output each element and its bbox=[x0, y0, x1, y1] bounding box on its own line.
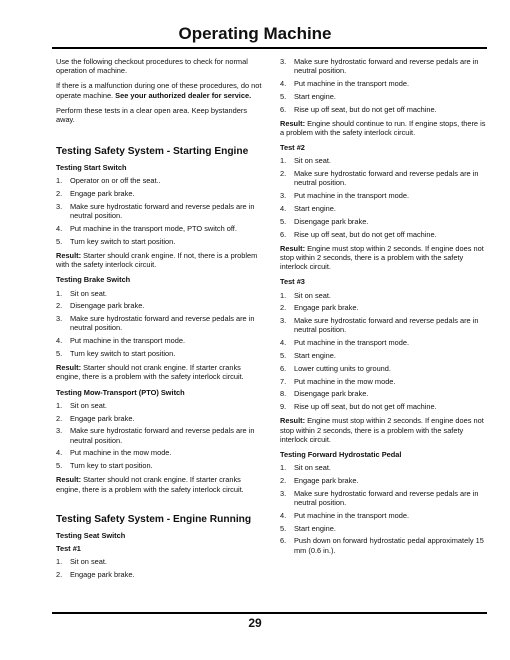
step-number: 2. bbox=[56, 570, 63, 580]
step-number: 5. bbox=[280, 523, 287, 533]
result-label: Result: bbox=[56, 475, 82, 485]
list-item bbox=[280, 204, 490, 213]
step-text: Make sure hydrostatic forward and reverse pedals are in neutral position. bbox=[294, 316, 479, 335]
list-item bbox=[280, 364, 490, 373]
intro-paragraph: Use the following checkout procedures to check for normal operation of machine. bbox=[56, 57, 248, 76]
step-text: Make sure hydrostatic forward and reverse pedals are in neutral position. bbox=[294, 169, 479, 188]
step-number: 5. bbox=[56, 236, 63, 246]
list-item bbox=[280, 92, 490, 101]
step-text: Lower cutting units to ground. bbox=[294, 363, 391, 373]
step-number: 3. bbox=[280, 57, 287, 66]
result-label: Result: bbox=[56, 363, 82, 373]
step-number: 2. bbox=[280, 169, 287, 179]
step-text: Put machine in the transport mode. bbox=[294, 79, 410, 88]
dealer-service-note: See your authorized dealer for service. bbox=[115, 90, 252, 100]
step-number: 5. bbox=[280, 351, 287, 360]
step-number: 4. bbox=[280, 338, 287, 348]
step-text: Put machine in the transport mode. bbox=[294, 338, 410, 348]
list-item bbox=[56, 570, 266, 579]
step-text: Disengage park brake. bbox=[294, 216, 369, 226]
step-text: Make sure hydrostatic forward and reverse pedals are in neutral position. bbox=[70, 314, 255, 333]
step-number: 4. bbox=[56, 448, 63, 458]
result-label: Result: bbox=[280, 243, 306, 253]
list-item bbox=[56, 349, 266, 358]
step-text: Engage park brake. bbox=[70, 413, 135, 423]
step-number: 1. bbox=[280, 463, 287, 473]
step-text: Make sure hydrostatic forward and reverse pedals are in neutral position. bbox=[70, 426, 255, 445]
step-number: 6. bbox=[280, 229, 287, 239]
step-text: Sit on seat. bbox=[70, 400, 107, 410]
list-item bbox=[280, 511, 490, 520]
list-item bbox=[56, 189, 266, 198]
result-pto-switch bbox=[56, 475, 266, 493]
step-number: 4. bbox=[280, 510, 287, 520]
list-test-1 bbox=[56, 557, 266, 579]
list-item bbox=[280, 402, 490, 411]
step-text: Rise up off seat, but do not get off machine. bbox=[294, 104, 437, 114]
step-number: 1. bbox=[280, 290, 287, 300]
page-number: 29 bbox=[248, 616, 262, 630]
malfunction-paragraph bbox=[56, 81, 266, 99]
step-number: 3. bbox=[280, 191, 287, 201]
step-text: Disengage park brake. bbox=[294, 389, 369, 399]
step-number: 9. bbox=[280, 402, 287, 412]
step-number: 5. bbox=[280, 216, 287, 226]
result-label: Result: bbox=[280, 118, 306, 128]
list-item bbox=[280, 389, 490, 398]
left-column bbox=[56, 57, 266, 584]
section-heading-engine-running: Testing Safety System - Engine Running bbox=[56, 513, 252, 525]
footer-rule bbox=[52, 612, 487, 614]
result-brake-switch bbox=[56, 363, 266, 381]
step-number: 2. bbox=[56, 301, 63, 311]
list-item bbox=[280, 303, 490, 312]
subheading-start-switch: Testing Start Switch bbox=[56, 163, 127, 173]
list-item bbox=[280, 489, 490, 507]
header-rule bbox=[52, 47, 487, 49]
list-forward-pedal bbox=[280, 463, 490, 555]
subheading-test-3: Test #3 bbox=[280, 277, 305, 287]
subheading-test-1: Test #1 bbox=[56, 544, 81, 554]
result-text: Starter should not crank engine. If starter cranks engine, there is a problem with the safety interlock circuit. bbox=[56, 363, 244, 382]
step-text: Operator on or off the seat.. bbox=[70, 176, 161, 186]
step-number: 3. bbox=[280, 488, 287, 498]
list-item bbox=[280, 316, 490, 334]
step-number: 3. bbox=[56, 314, 63, 324]
page-title: Operating Machine bbox=[178, 24, 332, 43]
list-item bbox=[56, 202, 266, 220]
right-column bbox=[280, 57, 490, 560]
list-item bbox=[56, 336, 266, 345]
step-text: Sit on seat. bbox=[294, 156, 331, 166]
step-number: 6. bbox=[280, 363, 287, 373]
result-label: Result: bbox=[56, 251, 82, 261]
step-number: 3. bbox=[56, 426, 63, 436]
list-item bbox=[280, 536, 490, 554]
list-item bbox=[56, 289, 266, 298]
step-text: Make sure hydrostatic forward and reverse pedals are in neutral position. bbox=[294, 57, 479, 76]
list-item bbox=[280, 351, 490, 360]
step-text: Start engine. bbox=[294, 91, 336, 101]
step-number: 4. bbox=[280, 79, 287, 88]
list-item bbox=[280, 105, 490, 114]
step-number: 8. bbox=[280, 389, 287, 399]
result-text: Engine should continue to run. If engine stops, there is a problem with the safety interlock circuit. bbox=[280, 118, 486, 137]
list-test-2 bbox=[280, 156, 490, 238]
step-text: Put machine in the mow mode. bbox=[70, 448, 172, 458]
step-number: 2. bbox=[280, 303, 287, 313]
result-text: Starter should not crank engine. If starter cranks engine, there is a problem with the safety interlock circuit. bbox=[56, 475, 244, 494]
step-number: 6. bbox=[280, 104, 287, 114]
step-text: Start engine. bbox=[294, 204, 336, 213]
list-item bbox=[280, 169, 490, 187]
step-number: 5. bbox=[56, 349, 63, 359]
subheading-brake-switch: Testing Brake Switch bbox=[56, 275, 131, 285]
list-brake-switch bbox=[56, 289, 266, 359]
step-number: 1. bbox=[56, 288, 63, 298]
step-number: 7. bbox=[280, 376, 287, 386]
section-heading-starting-engine: Testing Safety System - Starting Engine bbox=[56, 146, 249, 158]
malfunction-text: If there is a malfunction during one of these procedures, do not operate machine. bbox=[56, 81, 262, 100]
step-text: Sit on seat. bbox=[294, 463, 331, 473]
step-text: Engage park brake. bbox=[70, 189, 135, 199]
step-text: Engage park brake. bbox=[70, 570, 135, 580]
list-item bbox=[56, 426, 266, 444]
step-number: 1. bbox=[56, 557, 63, 567]
result-test-1 bbox=[280, 119, 490, 137]
list-item bbox=[56, 314, 266, 332]
result-text: Starter should crank engine. If not, there is a problem with the safety interlock circuit. bbox=[56, 251, 258, 270]
list-item bbox=[56, 301, 266, 310]
list-item bbox=[280, 291, 490, 300]
list-item bbox=[56, 414, 266, 423]
step-number: 1. bbox=[56, 176, 63, 186]
step-text: Turn key switch to start position. bbox=[70, 236, 176, 246]
step-text: Disengage park brake. bbox=[70, 301, 145, 311]
list-test-1-continued bbox=[280, 57, 490, 114]
step-text: Start engine. bbox=[294, 351, 336, 360]
step-number: 3. bbox=[56, 202, 63, 212]
safety-area-paragraph: Perform these tests in a clear open area. Keep bystanders away. bbox=[56, 105, 248, 125]
list-item bbox=[56, 557, 266, 566]
subheading-test-2: Test #2 bbox=[280, 143, 305, 153]
step-text: Put machine in the transport mode. bbox=[70, 336, 186, 346]
result-label: Result: bbox=[280, 416, 306, 426]
subheading-forward-pedal: Testing Forward Hydrostatic Pedal bbox=[280, 450, 402, 459]
list-item bbox=[56, 176, 266, 185]
step-text: Sit on seat. bbox=[70, 288, 107, 298]
list-item bbox=[280, 217, 490, 226]
list-item bbox=[280, 377, 490, 386]
list-item bbox=[280, 476, 490, 485]
step-number: 1. bbox=[56, 400, 63, 410]
step-text: Start engine. bbox=[294, 523, 336, 533]
step-number: 4. bbox=[56, 224, 63, 234]
step-number: 6. bbox=[280, 536, 287, 546]
step-text: Put machine in the transport mode. bbox=[294, 510, 410, 520]
list-pto-switch bbox=[56, 401, 266, 471]
step-text: Engage park brake. bbox=[294, 303, 359, 313]
list-item bbox=[56, 461, 266, 470]
step-text: Engage park brake. bbox=[294, 476, 359, 485]
subheading-seat-switch: Testing Seat Switch bbox=[56, 530, 126, 540]
step-number: 3. bbox=[280, 316, 287, 326]
list-item bbox=[56, 237, 266, 246]
step-text: Make sure hydrostatic forward and reverse pedals are in neutral position. bbox=[70, 202, 255, 221]
step-number: 4. bbox=[280, 204, 287, 213]
list-start-switch bbox=[56, 176, 266, 246]
step-text: Rise up off seat, but do not get off machine. bbox=[294, 402, 437, 412]
step-text: Push down on forward hydrostatic pedal approximately 15 mm (0.6 in.). bbox=[294, 536, 484, 555]
list-item bbox=[280, 338, 490, 347]
list-item bbox=[280, 524, 490, 533]
step-number: 4. bbox=[56, 336, 63, 346]
step-text: Rise up off seat, but do not get off machine. bbox=[294, 229, 437, 239]
step-text: Sit on seat. bbox=[294, 290, 331, 300]
step-number: 2. bbox=[56, 413, 63, 423]
list-item bbox=[280, 79, 490, 88]
list-item bbox=[280, 191, 490, 200]
step-text: Put machine in the transport mode, PTO switch off. bbox=[70, 224, 237, 234]
list-item bbox=[280, 156, 490, 165]
result-test-2 bbox=[280, 244, 490, 272]
step-number: 1. bbox=[280, 156, 287, 166]
list-test-3 bbox=[280, 291, 490, 412]
step-text: Turn key to start position. bbox=[70, 461, 153, 471]
step-number: 5. bbox=[280, 91, 287, 101]
step-number: 2. bbox=[280, 476, 287, 485]
list-item bbox=[56, 224, 266, 233]
step-number: 5. bbox=[56, 461, 63, 471]
list-item bbox=[280, 57, 490, 75]
subheading-pto-switch: Testing Mow-Transport (PTO) Switch bbox=[56, 387, 185, 397]
step-text: Put machine in the mow mode. bbox=[294, 376, 396, 386]
list-item bbox=[280, 463, 490, 472]
list-item bbox=[280, 230, 490, 239]
step-text: Turn key switch to start position. bbox=[70, 349, 176, 359]
step-text: Put machine in the transport mode. bbox=[294, 191, 410, 201]
step-number: 2. bbox=[56, 189, 63, 199]
step-text: Make sure hydrostatic forward and reverse pedals are in neutral position. bbox=[294, 488, 479, 507]
result-text: Engine must stop within 2 seconds. If engine does not stop within 2 seconds, there is a problem with the safety interlock circuit. bbox=[280, 416, 484, 444]
list-item bbox=[56, 401, 266, 410]
list-item bbox=[56, 448, 266, 457]
result-test-3 bbox=[280, 416, 490, 444]
result-start-switch bbox=[56, 251, 266, 269]
step-text: Sit on seat. bbox=[70, 557, 107, 567]
result-text: Engine must stop within 2 seconds. If engine does not stop within 2 seconds, there is a problem with the safety interlock circuit. bbox=[280, 243, 484, 272]
